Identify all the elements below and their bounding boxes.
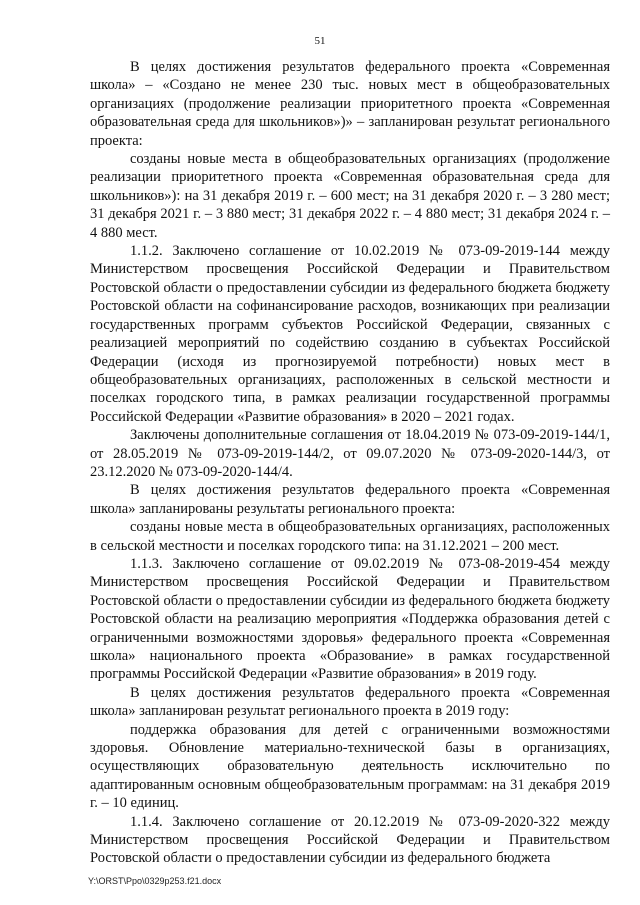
paragraph-additional-agreements: Заключены дополнительные соглашения от 18.04.2019 № 073-09-2019-144/1, от 28.05.2019 № 073-09-2019-144/2, от 09.07.2020 № 073-09-2020-144/3, от 23.12.2020 № 073-09-2020-144/4. (90, 427, 610, 480)
document-body (90, 58, 610, 868)
paragraph-agreement-1-1-4: 1.1.4. Заключено соглашение от 20.12.2019 № 073-09-2020-322 между Министерством просвещения Российской Федерации и Правительством Ростовской области о предоставлении субсидии из федерального бюджета (90, 813, 610, 867)
paragraph-agreement-1-1-3: 1.1.3. Заключено соглашение от 09.02.2019 № 073-08-2019-454 между Министерством просвещения Российской Федерации и Правительством Ростовской области о предоставлении субсидии из федерального бюджета бюджету Ростовской области на реализацию мероприятия «Поддержка образования детей с ограниченными возможностями здоровья» федерального проекта «Современная школа» национального проекта «Образование» в рамках государственной программы Российской Федерации «Развитие образования» в 2019 году. (90, 555, 610, 683)
paragraph-federal-project-goal: В целях достижения результатов федерального проекта «Современная школа» – «Создано не менее 230 тыс. новых мест в общеобразовательных организациях (продолжение реализации приоритетного проекта «Современная образовательная среда для школьников»)» – запланирован результат регионального проекта: (90, 59, 610, 149)
paragraph-new-places-result: созданы новые места в общеобразовательных организациях (продолжение реализации приоритетного проекта «Современная образовательная среда для школьников»): на 31 декабря 2019 г. – 600 мест; на 31 декабря 2020 г. – 3 280 мест; 31 декабря 2021 г. – 3 880 мест; 31 декабря 2022 г. – 4 880 мест; 31 декабря 2024 г. – 4 880 мест. (90, 151, 610, 241)
paragraph-regional-results-intro: В целях достижения результатов федерального проекта «Современная школа» запланированы результаты регионального проекта: (90, 482, 610, 517)
page-number: 51 (314, 35, 326, 47)
paragraph-disabled-children-support: поддержка образования для детей с ограниченными возможностями здоровья. Обновление материально-технической базы в организациях, осуществляющих образовательную деятельность исключительно по адаптированным основным общеобразовательным программам: на 31 декабря 2019 г. – 10 единиц. (90, 721, 610, 812)
footer-file-path: Y:\ORST\Ppo\0329p253.f21.docx (88, 876, 222, 886)
paragraph-regional-result-2019: В целях достижения результатов федерального проекта «Современная школа» запланирован результат регионального проекта в 2019 году: (90, 684, 610, 720)
paragraph-rural-places-result: созданы новые места в общеобразовательных организациях, расположенных в сельской местности и поселках городского типа: на 31.12.2021 – 200 мест. (90, 519, 610, 554)
paragraph-agreement-1-1-2: 1.1.2. Заключено соглашение от 10.02.2019 № 073-09-2019-144 между Министерством просвещения Российской Федерации и Правительством Ростовской области о предоставлении субсидии из федерального бюджета бюджету Ростовской области на софинансирование расходов, возникающих при реализации государственных программ субъектов Российской Федерации, связанных с реализацией мероприятий по содействию созданию в субъектах Российской Федерации (исходя из прогнозируемой потребности) новых мест в общеобразовательных организациях, расположенных в сельской местности и поселках городского типа, в рамках реализации государственной программы Российской Федерации «Развитие образования» в 2020 – 2021 годах. (90, 243, 610, 425)
